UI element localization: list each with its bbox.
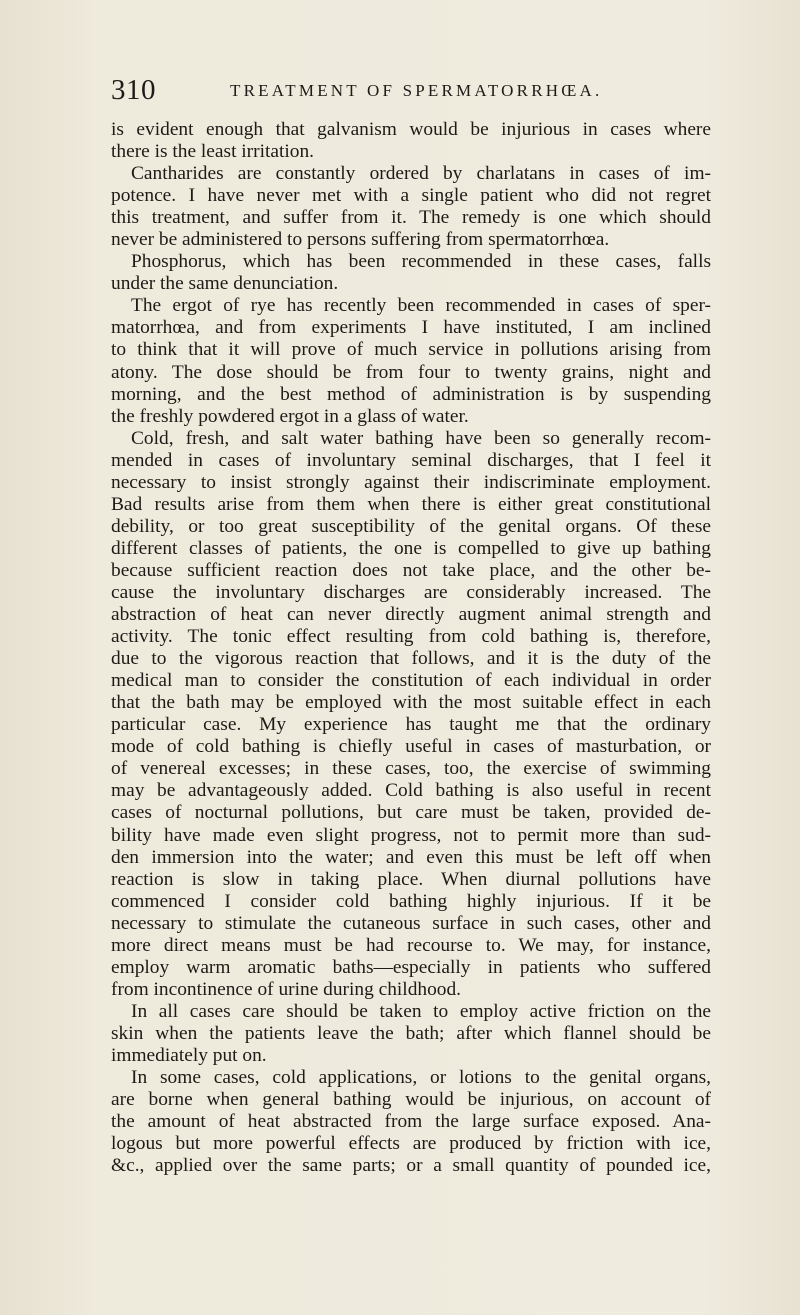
text-line: from incontinence of urine during childhood.: [111, 978, 462, 1000]
text-line: particular case. My experience has taught me that the ordinary: [111, 714, 711, 736]
text-line: abstraction of heat can never directly augment animal strength and: [111, 604, 711, 626]
text-line: are borne when general bathing would be injurious, on account of: [111, 1089, 711, 1111]
text-line: different classes of patients, the one is compelled to give up bathing: [111, 537, 711, 559]
text-line: immediately put on.: [111, 1044, 267, 1066]
text-line: under the same denunciation.: [111, 273, 339, 295]
running-title: TREATMENT OF SPERMATORRHŒA.: [230, 81, 603, 100]
text-line: this treatment, and suffer from it. The remedy is one which should: [111, 207, 711, 229]
text-line: cases of nocturnal pollutions, but care must be taken, provided de-: [111, 802, 711, 824]
text-line: skin when the patients leave the bath; after which flannel should be: [111, 1022, 711, 1044]
text-line: never be administered to persons suffering from spermatorrhœa.: [111, 229, 610, 251]
text-line: mended in cases of involuntary seminal discharges, that I feel it: [111, 449, 711, 471]
text-line: employ warm aromatic baths—especially in patients who suffered: [111, 956, 711, 978]
text-line: necessary to stimulate the cutaneous surface in such cases, other and: [111, 912, 711, 934]
text-line: to think that it will prove of much service in pollutions arising from: [111, 339, 711, 361]
text-line: Bad results arise from them when there is either great constitutional: [111, 493, 711, 515]
text-line: bility have made even slight progress, not to permit more than sud-: [111, 824, 711, 846]
text-line: The ergot of rye has recently been recommended in cases of sper-: [131, 295, 711, 317]
text-line: mode of cold bathing is chiefly useful in cases of masturbation, or: [111, 736, 711, 758]
text-line: more direct means must be had recourse to. We may, for instance,: [111, 934, 711, 956]
text-line: potence. I have never met with a single patient who did not regret: [111, 185, 711, 207]
text-line: that the bath may be employed with the most suitable effect in each: [111, 692, 711, 714]
text-line: matorrhœa, and from experiments I have instituted, I am inclined: [111, 317, 711, 339]
text-line: Cold, fresh, and salt water bathing have been so generally recom-: [131, 427, 711, 449]
text-line: the freshly powdered ergot in a glass of water.: [111, 405, 469, 427]
text-line: because sufficient reaction does not take place, and the other be-: [111, 559, 711, 581]
page-number: 310: [111, 74, 156, 106]
text-line: due to the vigorous reaction that follows, and it is the duty of the: [111, 648, 711, 670]
text-line: the amount of heat abstracted from the large surface exposed. Ana-: [111, 1111, 711, 1133]
text-line: &c., applied over the same parts; or a small quantity of pounded ice,: [111, 1155, 711, 1177]
text-line: of venereal excesses; in these cases, too, the exercise of swimming: [111, 758, 711, 780]
running-head: [111, 72, 711, 108]
text-line: morning, and the best method of administration is by suspending: [111, 383, 711, 405]
text-line: necessary to insist strongly against their indiscriminate employment.: [111, 471, 711, 493]
text-line: In some cases, cold applications, or lotions to the genital organs,: [131, 1067, 711, 1089]
text-line: is evident enough that galvanism would be injurious in cases where: [111, 119, 711, 140]
text-line: debility, or too great susceptibility of the genital organs. Of these: [111, 515, 711, 537]
text-line: In all cases care should be taken to employ active friction on the: [131, 1000, 711, 1022]
text-line: Phosphorus, which has been recommended in these cases, falls: [131, 251, 711, 273]
text-line: commenced I consider cold bathing highly injurious. If it be: [111, 890, 711, 912]
text-line: den immersion into the water; and even this must be left off when: [111, 846, 711, 868]
text-line: Cantharides are constantly ordered by charlatans in cases of im-: [131, 163, 711, 185]
body-text: [111, 119, 711, 1177]
text-line: atony. The dose should be from four to twenty grains, night and: [111, 361, 711, 383]
text-line: logous but more powerful effects are produced by friction with ice,: [111, 1133, 711, 1155]
text-line: medical man to consider the constitution of each individual in order: [111, 670, 711, 692]
text-line: reaction is slow in taking place. When diurnal pollutions have: [111, 868, 711, 890]
text-line: cause the involuntary discharges are considerably increased. The: [111, 581, 711, 603]
text-line: may be advantageously added. Cold bathing is also useful in recent: [111, 780, 711, 802]
text-line: activity. The tonic effect resulting from cold bathing is, therefore,: [111, 626, 711, 648]
text-line: there is the least irritation.: [111, 141, 314, 163]
